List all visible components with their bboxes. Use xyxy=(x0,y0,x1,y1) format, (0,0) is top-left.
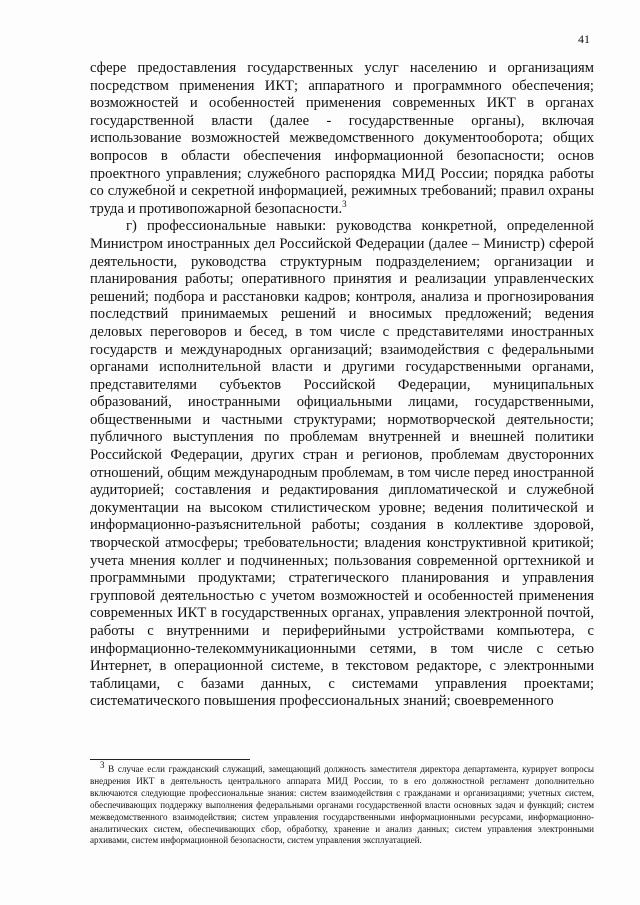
paragraph-continuation xyxy=(90,60,594,218)
footnote-text: В случае если гражданский служащий, замещающий должность заместителя директора департамента, курирует вопросы внедрения ИКТ в деятельность центрального аппарата МИД России, то в его должностной регламент дополнительно включаются следующие профессиональные знания: систем взаимодействия с гражданами и организациями; учетных систем, обеспечивающих поддержку выполнения федеральными органами государственной власти основных задач и функций; систем межведомственного взаимодействия; систем управления государственными информационными ресурсами, информационно-аналитических систем, обеспечивающих сбор, обработку, хранение и анализ данных; систем управления электронными архивами, систем информационной безопасности, систем управления эксплуатацией. xyxy=(90,764,594,846)
footnote-reference[interactable]: 3 xyxy=(342,198,347,209)
body-text xyxy=(90,60,594,711)
paragraph-professional-skills: г) профессиональные навыки: руководства конкретной, определенной Министром иностранных дел Российской Федерации (далее – Министр) сферой деятельности, руководства структурным подразделением; организации и планирования работы; оперативного принятия и реализации управленческих решений; подбора и расстановки кадров; контроля, анализа и прогнозирования последствий принимаемых решений и вносимых предложений; ведения деловых переговоров и бесед, в том числе с представителями иностранных государств и международных организаций; взаимодействия с федеральными органами исполнительной власти и другими государственными органами, представителями субъектов Российской Федерации, муниципальных образований, иностранными официальными лицами, государственными, общественными и частными структурами; нормотворческой деятельности; публичного выступления по проблемам внутренней и внешней политики Российской Федерации, других стран и регионов, проблемам двусторонних отношений, общим международным проблемам, в том числе перед иностранной аудиторией; составления и редактирования дипломатической и служебной документации на высоком стилистическом уровне; ведения политической и информационно-разъяснительной работы; создания в коллективе здоровой, творческой атмосферы; требовательности; владения конструктивной критикой; учета мнения коллег и подчиненных; пользования современной оргтехникой и программными продуктами; стратегического планирования и управления групповой деятельностью с учетом возможностей и особенностей применения современных ИКТ в государственных органах, управления электронной почтой, работы с внутренними и периферийными устройствами компьютера, с информационно-телекоммуникационными сетями, в том числе с сетью Интернет, в операционной системе, в текстовом редакторе, с электронными таблицами, с базами данных, с системами управления проектами; систематического повышения профессиональных знаний; своевременного xyxy=(90,218,594,710)
page-number: 41 xyxy=(578,32,590,46)
footnote-marker: 3 xyxy=(100,759,105,770)
footnote-divider xyxy=(90,759,250,760)
paragraph-1-text: сфере предоставления государственных услуг населению и организациям посредством применения ИКТ; аппаратного и программного обеспечения; возможностей и особенностей применения современных ИКТ в органах государственной власти (далее - государственные органы), включая использование возможностей межведомственного документооборота; общих вопросов в области обеспечения информационной безопасности; основ проектного управления; служебного распорядка МИД России; порядка работы со служебной и секретной информацией, режимных требований; правил охраны труда и противопожарной безопасности. xyxy=(90,60,594,217)
footnote xyxy=(90,759,594,847)
